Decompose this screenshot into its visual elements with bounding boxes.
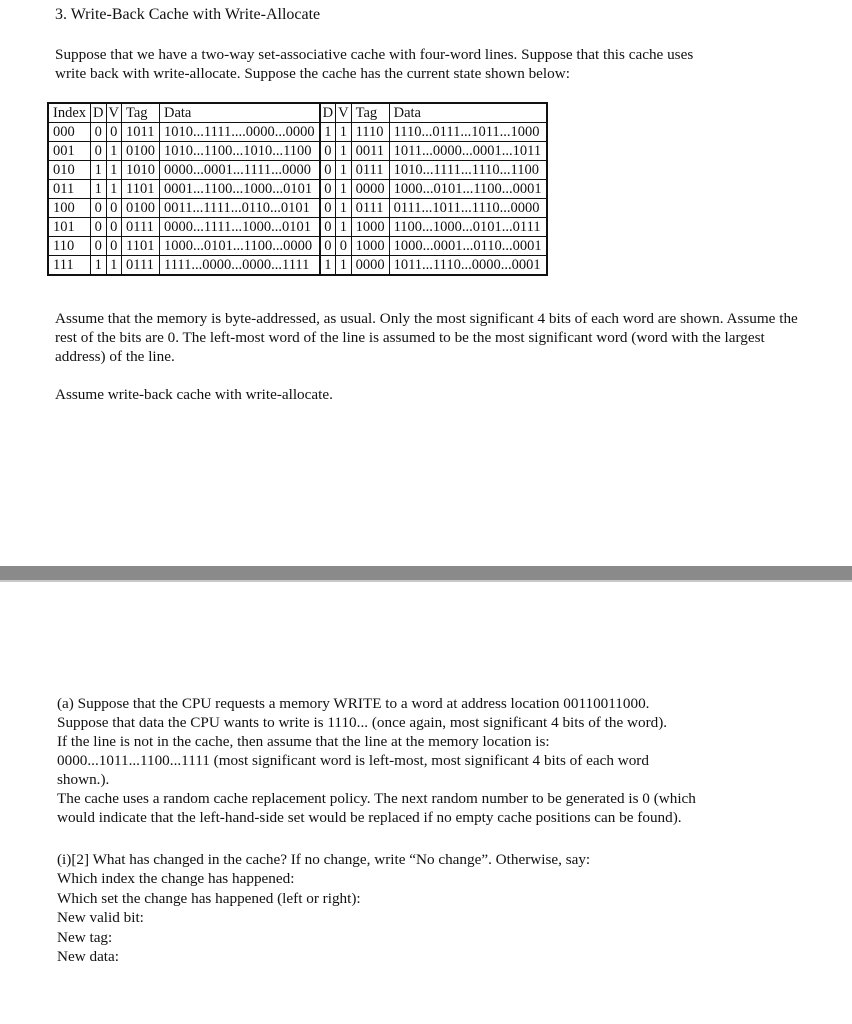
cell-data-left: 1000...0101...1100...0000: [159, 237, 319, 256]
part-a-line: The cache uses a random cache replacement policy. The next random number to be generated is 0 (which: [57, 790, 696, 807]
cell-data-left: 0011...1111...0110...0101: [159, 199, 319, 218]
part-a-line: would indicate that the left-hand-side set would be replaced if no empty cache positions can be found).: [57, 809, 682, 826]
cell-index: 100: [48, 199, 91, 218]
cell-data-left: 0001...1100...1000...0101: [159, 180, 319, 199]
cell-index: 111: [48, 256, 91, 276]
cell-dirty-right: 1: [320, 123, 336, 142]
cell-dirty-left: 0: [91, 199, 106, 218]
policy-assumption: Assume write-back cache with write-allocate.: [55, 386, 333, 403]
cell-dirty-right: 0: [320, 199, 336, 218]
cell-tag-right: 1000: [351, 237, 389, 256]
cell-dirty-left: 0: [91, 123, 106, 142]
cell-tag-left: 0111: [121, 256, 159, 276]
cell-valid-right: 1: [336, 218, 351, 237]
cell-data-left: 0000...0001...1111...0000: [159, 161, 319, 180]
header-data-right: Data: [389, 103, 547, 123]
part-a-line: If the line is not in the cache, then assume that the line at the memory location is:: [57, 733, 550, 750]
table-row: [48, 256, 547, 276]
cell-dirty-left: 0: [91, 142, 106, 161]
cell-dirty-left: 0: [91, 237, 106, 256]
cell-data-left: 1111...0000...0000...1111: [159, 256, 319, 276]
cell-valid-left: 1: [106, 256, 121, 276]
table-row: [48, 142, 547, 161]
header-data-left: Data: [159, 103, 319, 123]
cell-valid-right: 1: [336, 142, 351, 161]
cell-tag-left: 1101: [121, 237, 159, 256]
cell-valid-right: 1: [336, 180, 351, 199]
question-heading: 3. Write-Back Cache with Write-Allocate: [55, 6, 321, 23]
cell-valid-left: 0: [106, 199, 121, 218]
answer-valid-bit-label: New valid bit:: [57, 909, 144, 927]
cell-tag-right: 0000: [351, 256, 389, 276]
header-dirty-right: D: [320, 103, 336, 123]
cell-valid-left: 0: [106, 123, 121, 142]
cell-index: 010: [48, 161, 91, 180]
cell-data-left: 1010...1111....0000...0000: [159, 123, 319, 142]
cell-data-right: 1010...1111...1110...1100: [389, 161, 547, 180]
cell-dirty-left: 1: [91, 161, 106, 180]
part-a-line: shown.).: [57, 771, 110, 788]
table-row: [48, 218, 547, 237]
intro-line: Suppose that we have a two-way set-associative cache with four-word lines. Suppose that this cache uses: [55, 46, 694, 63]
table-row: [48, 237, 547, 256]
cell-dirty-left: 1: [91, 256, 106, 276]
cell-tag-left: 0111: [121, 218, 159, 237]
cell-dirty-left: 0: [91, 218, 106, 237]
cell-dirty-right: 0: [320, 180, 336, 199]
part-a-line: 0000...1011...1100...1111 (most significant word is left-most, most significant 4 bits of each word: [57, 752, 649, 769]
cell-valid-left: 1: [106, 180, 121, 199]
part-i-prompt: (i)[2] What has changed in the cache? If no change, write “No change”. Otherwise, say:: [57, 851, 591, 868]
cell-data-right: 0111...1011...1110...0000: [389, 199, 547, 218]
part-i-question: [57, 850, 817, 966]
page-divider: [0, 566, 852, 580]
page-divider-shade: [0, 580, 852, 582]
cell-tag-right: 0111: [351, 199, 389, 218]
header-index: Index: [48, 103, 91, 123]
cell-dirty-right: 0: [320, 142, 336, 161]
cell-tag-right: 0000: [351, 180, 389, 199]
part-a-line: (a) Suppose that the CPU requests a memory WRITE to a word at address location 00110011000.: [57, 695, 650, 712]
cell-dirty-left: 1: [91, 180, 106, 199]
cell-index: 101: [48, 218, 91, 237]
cell-tag-right: 0111: [351, 161, 389, 180]
cache-state-table: [47, 102, 548, 276]
cell-index: 000: [48, 123, 91, 142]
cell-data-left: 1010...1100...1010...1100: [159, 142, 319, 161]
cell-dirty-right: 1: [320, 256, 336, 276]
answer-data-label: New data:: [57, 948, 119, 966]
cell-tag-left: 1101: [121, 180, 159, 199]
table-row: [48, 180, 547, 199]
cell-data-right: 1011...1110...0000...0001: [389, 256, 547, 276]
answer-tag-label: New tag:: [57, 928, 113, 946]
cell-index: 011: [48, 180, 91, 199]
intro-paragraph: [55, 45, 815, 83]
cell-index: 001: [48, 142, 91, 161]
part-a-line: Suppose that data the CPU wants to write is 1110... (once again, most significant 4 bits of the word).: [57, 714, 668, 731]
memory-assumption: Assume that the memory is byte-addressed, as usual. Only the most significant 4 bits of each word are shown. Assume the rest of the bits are 0. The left-most word of the line is assumed to be the most significant word (word with the largest address) of the line.: [55, 310, 798, 365]
cell-valid-left: 0: [106, 237, 121, 256]
cell-tag-left: 1010: [121, 161, 159, 180]
header-tag-right: Tag: [351, 103, 389, 123]
cell-tag-left: 1011: [121, 123, 159, 142]
table-row: [48, 123, 547, 142]
cell-valid-right: 1: [336, 123, 351, 142]
cell-data-right: 1000...0101...1100...0001: [389, 180, 547, 199]
cell-tag-right: 1000: [351, 218, 389, 237]
cell-dirty-right: 0: [320, 218, 336, 237]
cell-tag-right: 1110: [351, 123, 389, 142]
part-a-question: [57, 694, 817, 827]
cell-tag-left: 0100: [121, 142, 159, 161]
table-row: [48, 161, 547, 180]
cell-valid-right: 1: [336, 161, 351, 180]
answer-set-label: Which set the change has happened (left or right):: [57, 889, 361, 907]
cell-dirty-right: 0: [320, 161, 336, 180]
cell-valid-right: 1: [336, 199, 351, 218]
cell-valid-right: 0: [336, 237, 351, 256]
header-tag-left: Tag: [121, 103, 159, 123]
header-dirty-left: D: [91, 103, 106, 123]
table-row: [48, 199, 547, 218]
table-header-row: [48, 103, 547, 123]
cell-data-right: 1011...0000...0001...1011: [389, 142, 547, 161]
assumptions-section: [55, 309, 815, 423]
header-valid-left: V: [106, 103, 121, 123]
answer-index-label: Which index the change has happened:: [57, 870, 295, 888]
intro-line: write back with write-allocate. Suppose the cache has the current state shown below:: [55, 65, 570, 82]
cell-data-left: 0000...1111...1000...0101: [159, 218, 319, 237]
cell-valid-left: 0: [106, 218, 121, 237]
cell-index: 110: [48, 237, 91, 256]
cell-tag-left: 0100: [121, 199, 159, 218]
cell-tag-right: 0011: [351, 142, 389, 161]
cell-data-right: 1100...1000...0101...0111: [389, 218, 547, 237]
cell-data-right: 1110...0111...1011...1000: [389, 123, 547, 142]
cell-valid-left: 1: [106, 161, 121, 180]
header-valid-right: V: [336, 103, 351, 123]
cell-valid-left: 1: [106, 142, 121, 161]
cell-data-right: 1000...0001...0110...0001: [389, 237, 547, 256]
cell-valid-right: 1: [336, 256, 351, 276]
cell-dirty-right: 0: [320, 237, 336, 256]
